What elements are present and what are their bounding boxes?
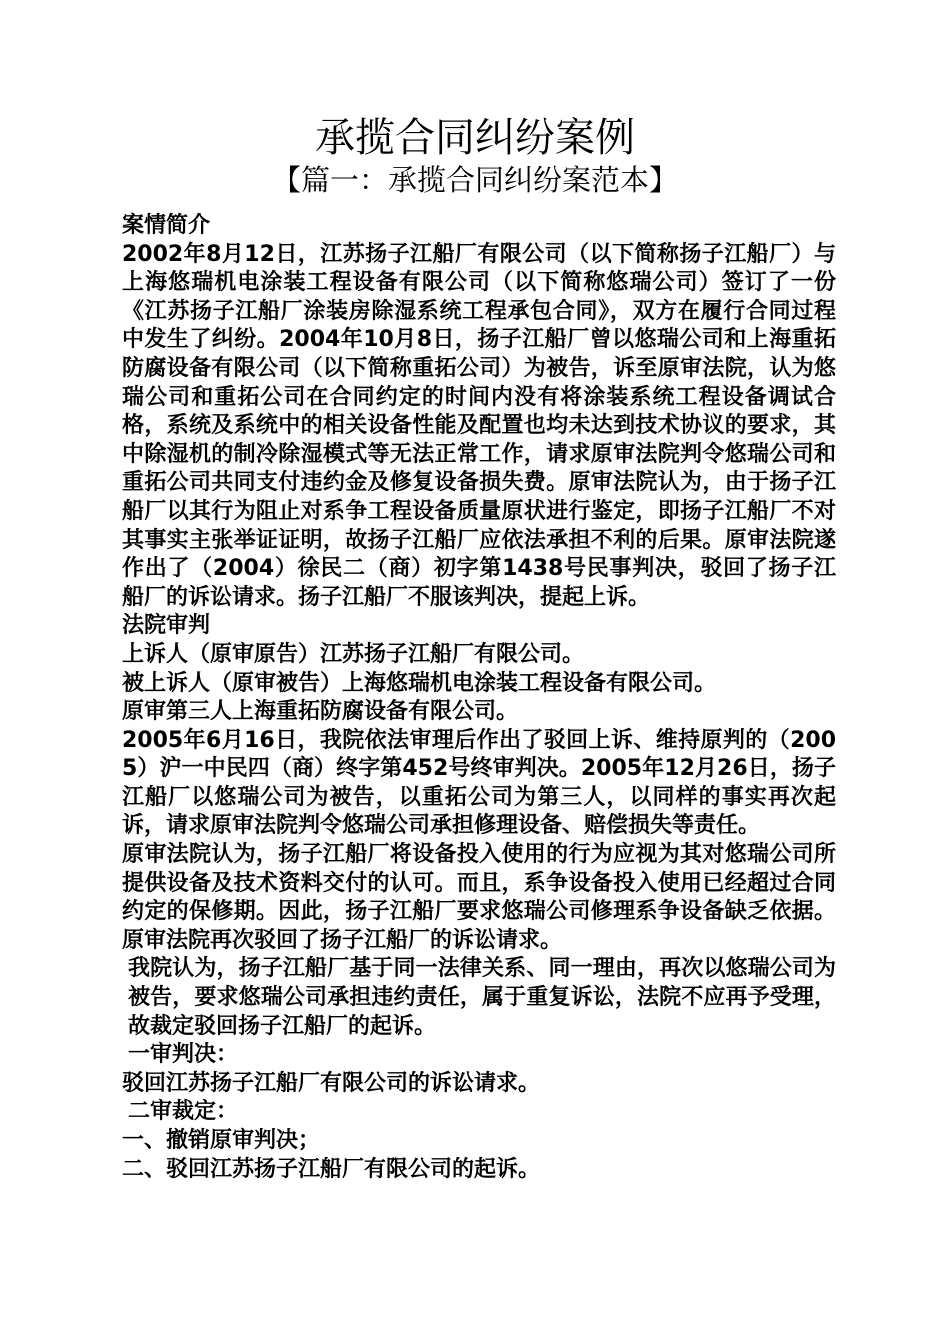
paragraph-appellee: 被上诉人（原审被告）上海悠瑞机电涂装工程设备有限公司。: [122, 670, 717, 696]
ruling-item-1: 一、撤销原审判决；: [122, 1128, 321, 1153]
paragraph-first-instance-result: 驳回江苏扬子江船厂有限公司的诉讼请求。: [122, 1070, 541, 1096]
section-heading-case-summary: 案情简介: [122, 213, 211, 238]
document-title: 承揽合同纠纷案例: [315, 115, 635, 161]
document-subtitle: 【篇一：承揽合同纠纷案范本】: [271, 163, 678, 197]
paragraph-second-trial: 2005年6月16日，我院依法审理后作出了驳回上诉、维持原判的（2005）沪一中民四（商）终字第452号终审判决。2005年12月26日，扬子江船厂以悠瑞公司为被告，以重拓公司为第三人，以同样的事实再次起诉，请求原审法院判令悠瑞公司承担修理设备、赔偿损失等责任。: [122, 727, 836, 839]
paragraph-original-court-opinion: 原审法院认为，扬子江船厂将设备投入使用的行为应视为其对悠瑞公司所提供设备及技术资料交付的认可。而且，系争设备投入使用已经超过合同约定的保修期。因此，扬子江船厂要求悠瑞公司修理系争设备缺乏依据。原审法院再次驳回了扬子江船厂的诉讼请求。: [122, 842, 836, 953]
paragraph-appellant: 上诉人（原审原告）江苏扬子江船厂有限公司。: [122, 641, 585, 667]
heading-second-instance-ruling: 二审裁定：: [128, 1099, 239, 1125]
heading-first-instance-judgment: 一审判决：: [128, 1042, 239, 1068]
paragraph-our-court-opinion: 我院认为，扬子江船厂基于同一法律关系、同一理由，再次以悠瑞公司为被告，要求悠瑞公司承担违约责任，属于重复诉讼，法院不应再予受理，故裁定驳回扬子江船厂的起诉。: [128, 956, 836, 1039]
paragraph-third-party: 原审第三人上海重拓防腐设备有限公司。: [122, 699, 519, 725]
document-body: [116, 212, 836, 1184]
section-heading-court-trial: 法院审判: [122, 613, 211, 639]
ruling-item-2: 二、驳回江苏扬子江船厂有限公司的起诉。: [122, 1156, 541, 1182]
paragraph-case-facts: 2002年8月12日，江苏扬子江船厂有限公司（以下简称扬子江船厂）与上海悠瑞机电涂装工程设备有限公司（以下简称悠瑞公司）签订了一份《江苏扬子江船厂涂装房除湿系统工程承包合同》，双方在履行合同过程中发生了纠纷。2004年10月8日，扬子江船厂曾以悠瑞公司和上海重拓防腐设备有限公司（以下简称重拓公司）为被告，诉至原审法院，认为悠瑞公司和重拓公司在合同约定的时间内没有将涂装系统工程设备调试合格，系统及系统中的相关设备性能及配置也均未达到技术协议的要求，其中除湿机的制冷除湿模式等无法正常工作，请求原审法院判令悠瑞公司和重拓公司共同支付违约金及修复设备损失费。原审法院认为，由于扬子江船厂以其行为阻止对系争工程设备质量原状进行鉴定，即扬子江船厂不对其事实主张举证证明，故扬子江船厂应依法承担不利的后果。原审法院遂作出了（2004）徐民二（商）初字第1438号民事判决，驳回了扬子江船厂的诉讼请求。扬子江船厂不服该判决，提起上诉。: [122, 241, 836, 610]
